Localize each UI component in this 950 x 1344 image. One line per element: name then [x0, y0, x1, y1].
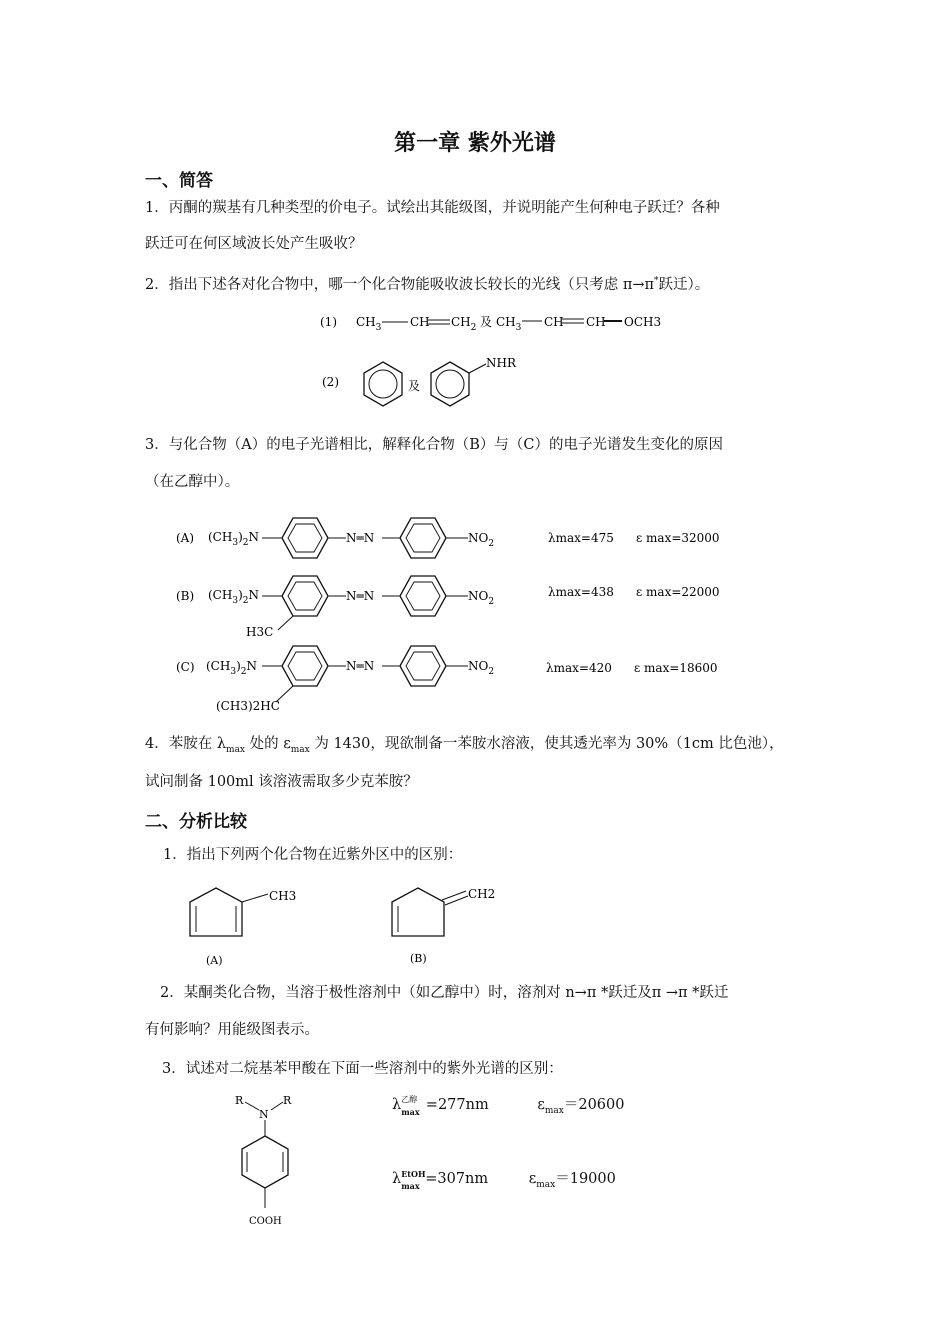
compound-b-no2-sub: 2: [488, 597, 495, 607]
compound-b-label: (B): [176, 589, 195, 603]
compound-a-lambda: λmax=475: [548, 531, 614, 545]
s2-cmp-a-label: (A): [206, 954, 223, 967]
compound-a-no2: NO: [468, 531, 489, 545]
data1-eps-sub: max: [544, 1105, 564, 1116]
s2-cmp-b-sub: CH2: [468, 887, 496, 901]
compound-b-n: N: [248, 588, 259, 602]
compound-b: [176, 576, 720, 639]
compound-a-left-sub2: 2: [242, 538, 249, 548]
pair-1-left-end: CH: [451, 315, 471, 329]
question-1-line-1: 1．丙酮的羰基有几种类型的价电子。试绘出其能级图，并说明能产生何种电子跃迁？各种: [145, 200, 720, 216]
compound-a-structure: [190, 888, 296, 967]
q4-c: 为 1430，现欲制备一苯胺水溶液，使其透光率为 30%（1cm 比色池），: [309, 736, 784, 752]
section-heading-2: 二、分析比较: [145, 812, 247, 832]
compound-c-left-sub2: 2: [240, 667, 247, 677]
question-4-line-1: [145, 734, 784, 760]
compound-b-lambda: λmax=438: [548, 585, 614, 599]
compound-b-no2: NO: [468, 589, 489, 603]
pair-1-right-mid2: CH: [586, 315, 606, 329]
question-3-line-1: 3．与化合物（A）的电子光谱相比，解释化合物（B）与（C）的电子光谱发生变化的原因: [145, 437, 723, 453]
compound-c-no2: NO: [468, 659, 489, 673]
pair-1-diagram: [310, 304, 690, 338]
compound-c-left: (CH: [206, 659, 231, 673]
svg-text:(CH3)2N: [206, 659, 257, 677]
compound-a-epsilon: ε max=32000: [636, 531, 720, 545]
compound-a-left-end: ): [238, 530, 243, 544]
data2-eps-sub: max: [536, 1179, 556, 1190]
data1-sup: 乙醇: [401, 1095, 418, 1104]
q4-a: 4．苯胺在 λ: [145, 736, 227, 752]
struct-n: N: [259, 1108, 269, 1121]
q4-b: 处的 ε: [245, 736, 291, 752]
section-heading-1: 一、简答: [145, 171, 213, 191]
pair-1-left-end-sub: 2: [470, 323, 477, 333]
compound-c: [176, 646, 718, 713]
compound-b-structure: [392, 887, 495, 965]
data1-epsilon: ε: [537, 1097, 545, 1113]
question-2: [145, 271, 709, 295]
svg-text:(CH3)2N: [208, 588, 259, 606]
question-2-text: 2．指出下述各对化合物中，哪一个化合物能吸收波长较长的光线（只考虑 π→π: [145, 276, 655, 293]
pair-1-label: (1): [320, 315, 337, 329]
compound-b-left-sub2: 2: [242, 596, 249, 606]
page-title: 第一章 紫外光谱: [394, 131, 556, 156]
data2-epsilon: ε: [528, 1171, 537, 1187]
compound-b-left: (CH: [208, 588, 233, 602]
benzoic-acid-structure: [225, 1088, 315, 1234]
data1-eps-value: ＝20600: [563, 1097, 625, 1113]
compound-a-azo: N═N: [346, 531, 375, 545]
pair-2-label: (2): [322, 375, 339, 389]
compound-b-left-sub: 3: [232, 596, 239, 606]
compound-b-azo: N═N: [346, 589, 375, 603]
struct-r1: R: [235, 1094, 244, 1107]
solvent-data-2: [392, 1169, 616, 1195]
svg-text:NO2: [468, 589, 494, 607]
compound-c-epsilon: ε max=18600: [634, 661, 718, 675]
pair-1-right-ch: CH: [496, 315, 516, 329]
pair-2-diagram: [310, 352, 530, 418]
solvent-data-1: [392, 1095, 624, 1121]
q4-a-sub: max: [226, 744, 246, 755]
data2-lambda: λ: [392, 1171, 402, 1187]
question-3-line-2: （在乙醇中）。: [145, 474, 240, 490]
data1-sub: max: [401, 1107, 420, 1117]
data2-sup: EtOH: [401, 1169, 426, 1179]
pair-1-right-end: OCH3: [624, 315, 662, 329]
question-1-line-2: 跃迁可在何区域波长处产生吸收？: [145, 236, 363, 252]
s2-cmp-b-label: (B): [410, 952, 427, 965]
q4-b-sub: max: [290, 744, 310, 755]
question-2-suffix: 跃迁）。: [658, 276, 710, 293]
compound-a-n: N: [248, 530, 259, 544]
struct-r2: R: [283, 1094, 292, 1107]
compound-c-n: N: [246, 659, 257, 673]
compound-c-left-end: ): [236, 659, 241, 673]
s2-question-1: 1．指出下列两个化合物在近紫外区中的区别：: [163, 847, 463, 863]
compound-a-left: (CH: [208, 530, 233, 544]
compound-c-lambda: λmax=420: [546, 661, 612, 675]
data1-lambda: λ: [392, 1097, 402, 1113]
s2-cmp-a-sub: CH3: [269, 889, 297, 903]
svg-text:NO2: [468, 659, 494, 677]
compound-c-azo: N═N: [346, 659, 375, 673]
compound-a-label: (A): [176, 531, 195, 545]
compound-a-left-sub: 3: [232, 538, 239, 548]
compound-c-label: (C): [176, 660, 195, 674]
svg-text:(CH3)2N: [208, 530, 259, 548]
compound-b-left-end: ): [238, 588, 243, 602]
data2-value: =307nm: [425, 1171, 489, 1187]
compound-a-no2-sub: 2: [488, 539, 495, 549]
data2-eps-value: ＝19000: [555, 1171, 616, 1187]
azo-compounds-diagram: [170, 510, 790, 720]
compound-b-epsilon: ε max=22000: [636, 585, 720, 599]
compound-c-left-sub: 3: [230, 667, 237, 677]
pair-2-and: 及: [408, 379, 421, 393]
svg-text:CH2: [451, 315, 476, 333]
data1-value: =277nm: [421, 1097, 489, 1113]
pair-1-right-mid1: CH: [544, 315, 564, 329]
compound-c-no2-sub: 2: [488, 667, 495, 677]
svg-text:CH3: [356, 315, 382, 333]
question-4-line-2: 试问制备 100ml 该溶液需取多少克苯胺？: [145, 774, 418, 790]
question-2-sup: *: [654, 276, 659, 286]
pair-1-left-mid: CH: [410, 315, 430, 329]
pair-2-substituent: NHR: [486, 356, 516, 370]
compound-b-substituent: H3C: [246, 625, 274, 639]
pair-1-and: 及: [480, 315, 493, 329]
svg-text:NO2: [468, 531, 494, 549]
svg-text:CH3: [496, 315, 522, 333]
struct-cooh: COOH: [249, 1216, 282, 1227]
pair-1-left-ch: CH: [356, 315, 376, 329]
cyclopentene-compounds: [170, 880, 530, 972]
compound-a: [176, 518, 720, 558]
s2-question-2-line-1: 2．某酮类化合物，当溶于极性溶剂中（如乙醇中）时，溶剂对 n→π *跃迁及π →π *跃迁: [160, 985, 729, 1001]
pair-1-left-sub: 3: [375, 323, 382, 333]
s2-question-3: 3．试述对二烷基苯甲酸在下面一些溶剂中的紫外光谱的区别：: [162, 1061, 563, 1077]
s2-question-2-line-2: 有何影响？用能级图表示。: [145, 1022, 319, 1038]
data2-sub: max: [401, 1181, 420, 1191]
compound-c-substituent: (CH3)2HC: [216, 699, 280, 713]
pair-1-right-sub: 3: [515, 323, 522, 333]
